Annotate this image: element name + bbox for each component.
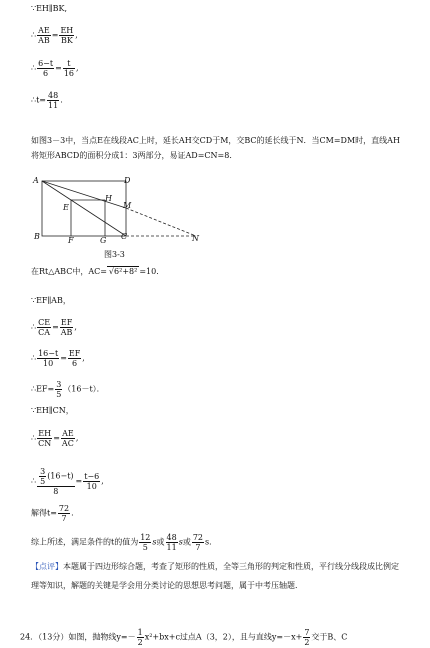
label-f: F — [68, 236, 74, 245]
extension-mn — [126, 208, 196, 236]
label-h: H — [105, 194, 112, 203]
t-result-72-7: 解得t= $\frac{72}{7}$ . — [31, 504, 74, 523]
ratio-6t-6: ∴ $\frac{6-t}{6}$ = $\frac{t}{16}$ , — [31, 59, 79, 78]
label-m: M — [123, 201, 132, 210]
ratio-eh-cn: ∴ $\frac{EH}{CN}$ = $\frac{AE}{AC}$ , — [31, 429, 79, 448]
case3-paragraph: 如图3－3中，当点E在线段AC上时，延长AH交CD于M，交BC的延长线于N．当CM=DM时，直线AH将矩形ABCD的面积分成1：3两部分，易证AD=CN=8． — [31, 136, 400, 160]
ef-expression: ∴EF= $\frac{3}{5}$ （16－t）． — [31, 380, 105, 399]
question-24: 24．（13分）如图，抛物线y=－ $\frac{1}{2}$ x²+bx+c过点A（3，2），且与直线y=－x+ $\frac{7}{2}$ 交于B、C — [20, 628, 348, 647]
label-g: G — [100, 236, 107, 245]
ratio-ce-ca: ∴ $\frac{CE}{CA}$ = $\frac{EF}{AB}$ , — [31, 318, 77, 337]
label-c: C — [121, 232, 128, 241]
eh-parallel-cn: ∵EH∥CN， — [31, 406, 74, 415]
comment-tag: 【点评】 — [31, 562, 63, 571]
eh-parallel-bk: ∵EH∥BK, — [31, 4, 67, 13]
segment-ac — [42, 181, 126, 236]
ac-length: 在Rt△ABC中，AC= √6²+8² =10． — [31, 267, 165, 276]
label-n: N — [192, 234, 199, 243]
compound-ratio: ∴ $\frac{3}{5}$ (16−t) 8 = $\frac{t-6}{10}$ , — [31, 467, 104, 496]
label-b: B — [34, 232, 40, 241]
label-d: D — [124, 176, 131, 185]
ratio-16t-10: ∴ $\frac{16-t}{10}$ = $\frac{EF}{6}$ , — [31, 349, 85, 368]
figure-caption: 图3-3 — [104, 250, 125, 259]
comment-paragraph: 【点评】本题属于四边形综合题，考查了矩形的性质，全等三角形的判定和性质，平行线分线段成比例定理等知识，解题的关键是学会用分类讨论的思想思考问题，属于中考压轴题． — [31, 562, 399, 590]
t-result-48-11: ∴t= $\frac{48}{11}$ . — [31, 91, 63, 110]
ratio-ae-ab: ∴ $\frac{AE}{AB}$ = $\frac{EH}{BK}$ , — [31, 26, 78, 45]
ef-parallel-ab: ∵EF∥AB， — [31, 296, 71, 305]
summary-line: 综上所述，满足条件的t的值为 $\frac{12}{5}$ s或 $\frac{48}{11}$ s或 $\frac{72}{7}$ s． — [31, 533, 218, 552]
label-a: A — [33, 176, 39, 185]
label-e: E — [63, 203, 69, 212]
segment-ah — [42, 181, 126, 208]
